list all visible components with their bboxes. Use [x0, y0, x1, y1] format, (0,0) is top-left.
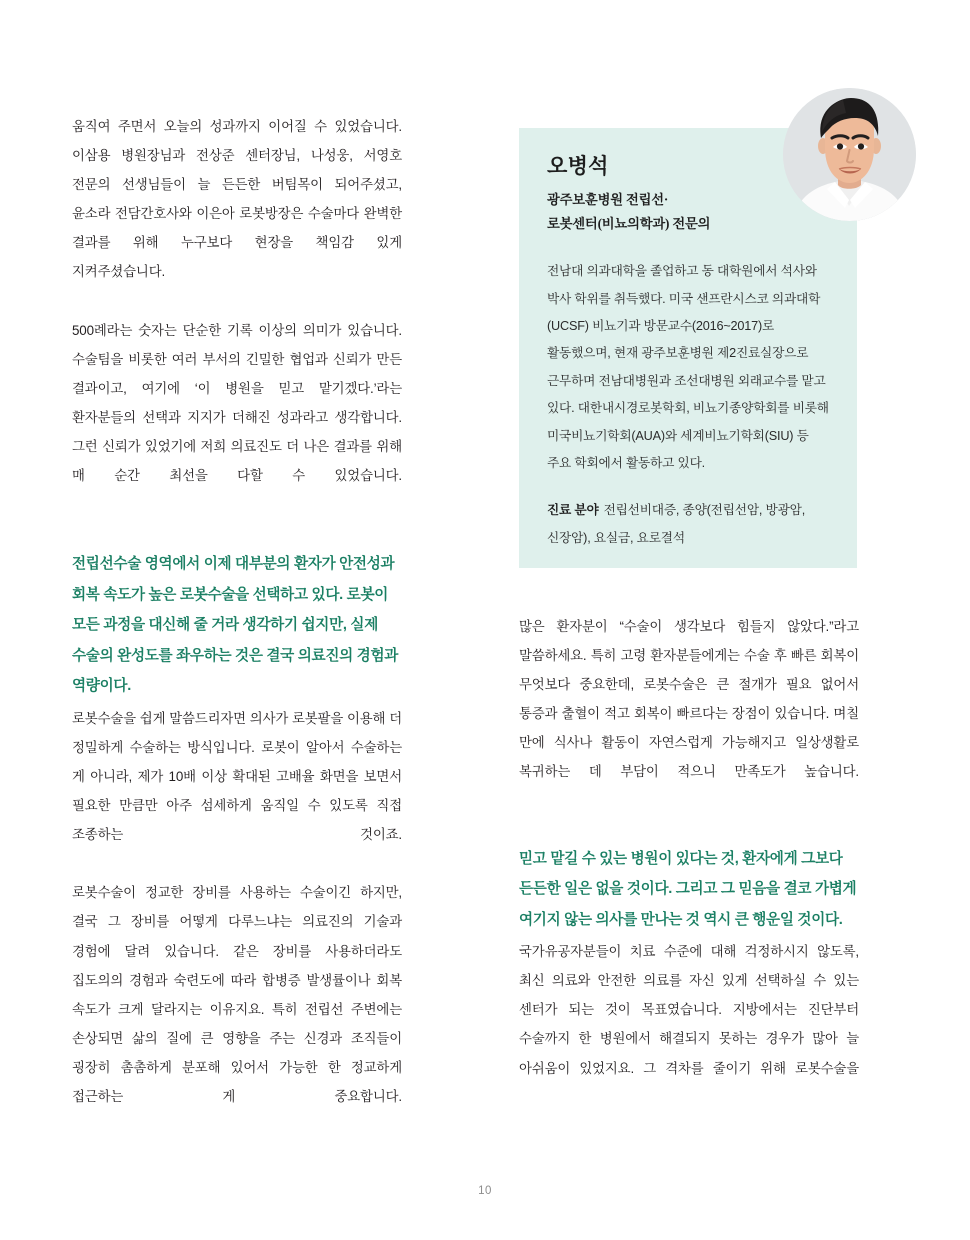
doctor-affiliation-line-1: 광주보훈병원 전립선· [547, 192, 669, 208]
left-column [72, 112, 402, 1140]
doctor-biography: 전남대 의과대학을 졸업하고 동 대학원에서 석사와 박사 학위를 취득했다. 미국 샌프란시스코 의과대학(UCSF) 비뇨기과 방문교수(2016~2017)로 활동했으며, 현재 광주보훈병원 제2진료실장으로 근무하며 전남대병원과 조선대병원 외래교수를 맡고 있다. 대한내시경로봇학회, 비뇨기종양학회를 비롯해 미국비뇨기학회(AUA)와 세계비뇨기학회(SIU) 등 주요 학회에서 활동하고 있다. [547, 264, 829, 471]
left-paragraph-1: 움직여 주면서 오늘의 성과까지 이어질 수 있었습니다. 이삼용 병원장님과 전상준 센터장님, 나성웅, 서영호 전문의 선생님들이 늘 든든한 버팀목이 되어주셨고, 윤소라 전담간호사와 이은아 로봇방장은 수술마다 완벽한 결과를 위해 누구보다 현장을 책임감 있게 지켜주셨습니다. [72, 119, 402, 280]
doctor-affiliation-line-2: 로봇센터(비뇨의학과) 전문의 [547, 216, 711, 232]
left-pull-quote: 전립선수술 영역에서 이제 대부분의 환자가 안전성과 회복 속도가 높은 로봇수술을 선택하고 있다. 로봇이 모든 과정을 대신해 줄 거라 생각하기 쉽지만, 실제 수술의 완성도를 좌우하는 것은 결국 의료진의 경험과 역량이다. [72, 556, 399, 695]
left-paragraph-4: 로봇수술이 정교한 장비를 사용하는 수술이긴 하지만, 결국 그 장비를 어떻게 다루느냐는 의료진의 기술과 경험에 달려 있습니다. 같은 장비를 사용하더라도 집도의의 경험과 숙련도에 따라 합병증 발생률이나 회복 속도가 크게 달라지는 이유지요. 특히 전립선 주변에는 손상되면 삶의 질에 큰 영향을 주는 신경과 조직들이 굉장히 촘촘하게 분포해 있어서 가능한 한 정교하게 접근하는 게 중요합니다. [72, 885, 402, 1105]
specialty-value: 전립선비대증, 종양(전립선암, 방광암, 신장암), 요실금, 요로결석 [547, 503, 806, 545]
page-number: 10 [478, 1185, 492, 1197]
right-quote-spacer [519, 816, 859, 844]
right-column [519, 612, 859, 1112]
specialty-label: 진료 분야 [547, 503, 599, 518]
right-paragraph-1: 많은 환자분이 “수술이 생각보다 힘들지 않았다.”라고 말씀하세요. 특히 고령 환자분들에게는 수술 후 빠른 회복이 무엇보다 중요한데, 로봇수술은 큰 절개가 필요 없어서 통증과 출혈이 적고 회복이 빠르다는 장점이 있습니다. 며칠 만에 식사나 활동이 자연스럽게 가능해지고 일상생활로 복귀하는 데 부담이 적으니 만족도가 높습니다. [519, 619, 859, 780]
doctor-specialty [547, 497, 831, 552]
doctor-portrait-photo [783, 88, 916, 221]
portrait-illustration [783, 88, 916, 221]
right-pull-quote: 믿고 맡길 수 있는 병원이 있다는 것, 환자에게 그보다 든든한 일은 없을 것이다. 그리고 그 믿음을 결코 가볍게 여기지 않는 의사를 만나는 것 역시 큰 행운일 것이다. [519, 850, 857, 928]
doctor-name: 오병석 [547, 154, 609, 178]
quote-spacer [72, 519, 402, 549]
left-paragraph-2: 500례라는 숫자는 단순한 기록 이상의 의미가 있습니다. 수술팀을 비롯한 여러 부서의 긴밀한 협업과 신뢰가 만든 결과이고, 여기에 ‘이 병원을 믿고 맡기겠다.’라는 환자분들의 선택과 지지가 더해진 성과라고 생각합니다. 그런 신뢰가 있었기에 저희 의료진도 더 나은 결과를 위해 매 순간 최선을 다할 수 있었습니다. [72, 322, 402, 484]
left-paragraph-3: 로봇수술을 쉽게 말씀드리자면 의사가 로봇팔을 이용해 더 정밀하게 수술하는 방식입니다. 로봇이 알아서 수술하는 게 아니라, 제가 10배 이상 확대된 고배율 화면을 보면서 필요한 만큼만 아주 섬세하게 움직일 수 있도록 직접 조종하는 것이죠. [72, 710, 402, 843]
right-paragraph-2: 국가유공자분들이 치료 수준에 대해 걱정하시지 않도록, 최신 의료와 안전한 의료를 자신 있게 선택하실 수 있는 센터가 되는 것이 목표였습니다. 지방에서는 진단부터 수술까지 한 병원에서 해결되지 못하는 경우가 많아 늘 아쉬움이 있었지요. 그 격차를 줄이기 위해 로봇수술을 [519, 944, 859, 1076]
